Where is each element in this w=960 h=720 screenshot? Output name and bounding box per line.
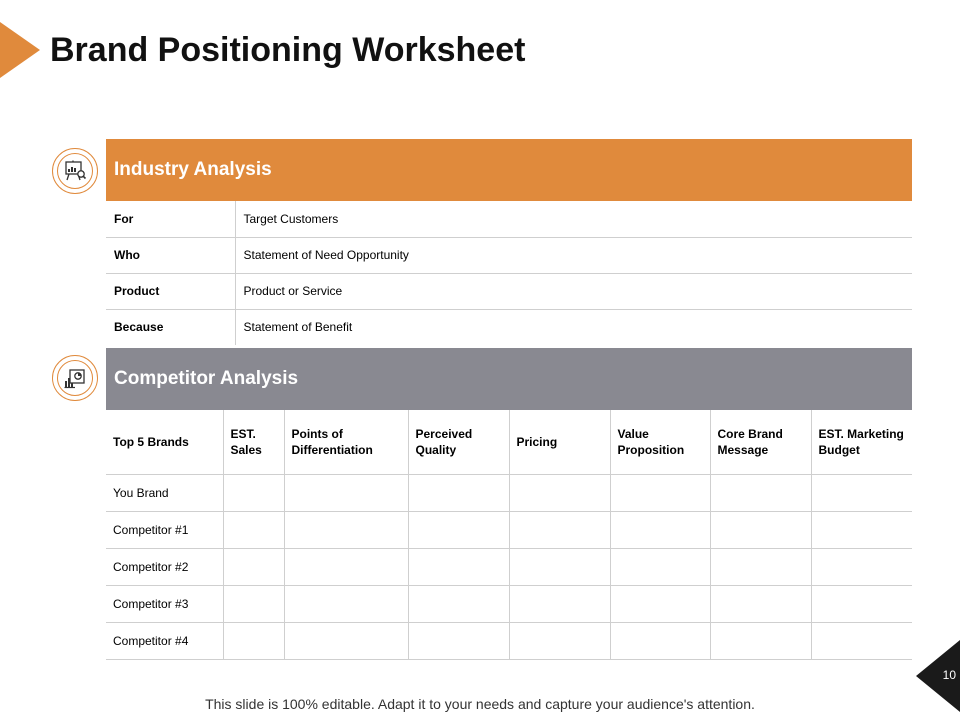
empty-cell [610,511,710,548]
empty-cell [811,511,912,548]
column-header: EST. Sales [223,410,284,474]
industry-analysis-table [106,201,912,345]
industry-analysis-header: Industry Analysis [106,139,912,201]
brand-name-cell: Competitor #4 [106,622,223,659]
row-value: Product or Service [235,273,912,309]
empty-cell [610,548,710,585]
analytics-board-icon [63,366,87,390]
competitor-section-icon [52,355,98,401]
row-key: Who [106,237,235,273]
industry-section-icon [52,148,98,194]
empty-cell [610,622,710,659]
row-value: Target Customers [235,201,912,237]
brand-name-cell: Competitor #1 [106,511,223,548]
table-row [106,309,912,345]
empty-cell [509,622,610,659]
table-row [106,548,912,585]
empty-cell [223,585,284,622]
row-value: Statement of Need Opportunity [235,237,912,273]
footer-note: This slide is 100% editable. Adapt it to your needs and capture your audience's attention. [205,696,755,712]
empty-cell [509,585,610,622]
competitor-analysis-table [106,410,912,660]
empty-cell [284,585,408,622]
table-row [106,474,912,511]
empty-cell [408,511,509,548]
empty-cell [811,585,912,622]
empty-cell [710,622,811,659]
empty-cell [408,474,509,511]
column-header: Top 5 Brands [106,410,223,474]
competitor-analysis-header: Competitor Analysis [106,348,912,410]
empty-cell [223,548,284,585]
table-row [106,201,912,237]
table-row [106,622,912,659]
empty-cell [284,511,408,548]
column-header: Perceived Quality [408,410,509,474]
empty-cell [509,474,610,511]
row-key: Because [106,309,235,345]
brand-name-cell: Competitor #2 [106,548,223,585]
empty-cell [509,548,610,585]
empty-cell [710,474,811,511]
presentation-chart-icon [63,159,87,183]
brand-name-cell: You Brand [106,474,223,511]
brand-name-cell: Competitor #3 [106,585,223,622]
empty-cell [710,585,811,622]
empty-cell [284,622,408,659]
row-key: For [106,201,235,237]
table-header-row [106,410,912,474]
page-number: 10 [942,668,956,682]
empty-cell [811,622,912,659]
empty-cell [710,511,811,548]
empty-cell [408,622,509,659]
empty-cell [284,548,408,585]
empty-cell [284,474,408,511]
empty-cell [223,511,284,548]
column-header: EST. Marketing Budget [811,410,912,474]
empty-cell [408,585,509,622]
row-value: Statement of Benefit [243,320,353,335]
empty-cell [509,511,610,548]
page-title: Brand Positioning Worksheet [50,31,526,69]
table-row [106,237,912,273]
row-key: Product [106,273,235,309]
table-row [106,511,912,548]
table-row [106,585,912,622]
empty-cell [610,585,710,622]
empty-cell [408,548,509,585]
column-header: Pricing [509,410,610,474]
empty-cell [223,622,284,659]
column-header: Value Proposition [610,410,710,474]
table-row [106,273,912,309]
title-accent-triangle [0,22,40,78]
column-header: Core Brand Message [710,410,811,474]
column-header: Points of Differentiation [284,410,408,474]
empty-cell [811,474,912,511]
empty-cell [223,474,284,511]
empty-cell [610,474,710,511]
empty-cell [710,548,811,585]
empty-cell [811,548,912,585]
